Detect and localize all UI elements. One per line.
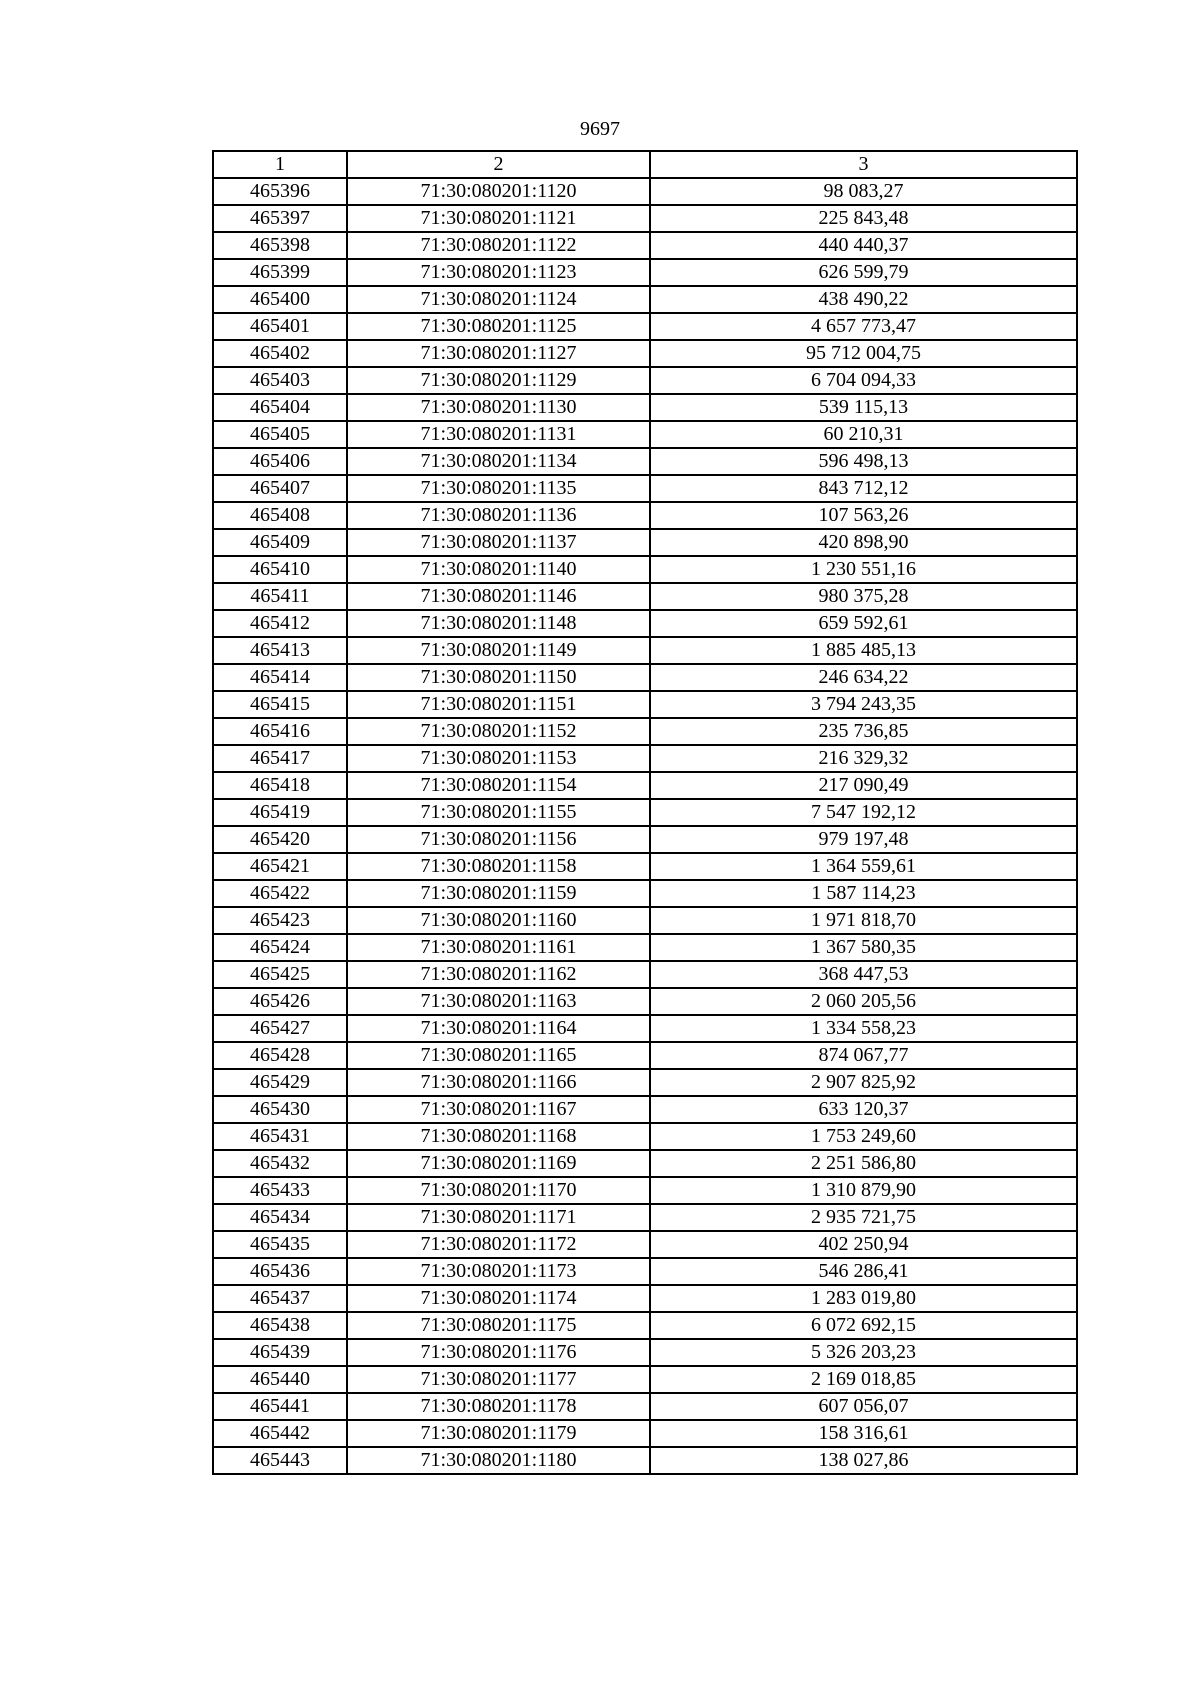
row-number-cell: 465414	[213, 664, 347, 691]
table-row	[213, 1312, 1077, 1339]
table-row	[213, 286, 1077, 313]
cadastral-number-cell: 71:30:080201:1153	[347, 745, 650, 772]
cadastral-number-cell: 71:30:080201:1120	[347, 178, 650, 205]
value-cell: 979 197,48	[650, 826, 1077, 853]
table-row	[213, 961, 1077, 988]
value-cell: 158 316,61	[650, 1420, 1077, 1447]
table-row	[213, 1069, 1077, 1096]
table-row	[213, 1177, 1077, 1204]
value-cell: 1 885 485,13	[650, 637, 1077, 664]
value-cell: 225 843,48	[650, 205, 1077, 232]
table-row	[213, 1204, 1077, 1231]
table-row	[213, 637, 1077, 664]
value-cell: 4 657 773,47	[650, 313, 1077, 340]
row-number-cell: 465422	[213, 880, 347, 907]
value-cell: 107 563,26	[650, 502, 1077, 529]
value-cell: 216 329,32	[650, 745, 1077, 772]
value-cell: 60 210,31	[650, 421, 1077, 448]
row-number-cell: 465403	[213, 367, 347, 394]
cadastral-number-cell: 71:30:080201:1170	[347, 1177, 650, 1204]
value-cell: 3 794 243,35	[650, 691, 1077, 718]
row-number-cell: 465424	[213, 934, 347, 961]
table-row	[213, 1447, 1077, 1474]
cadastral-number-cell: 71:30:080201:1174	[347, 1285, 650, 1312]
cadastral-number-cell: 71:30:080201:1169	[347, 1150, 650, 1177]
value-cell: 138 027,86	[650, 1447, 1077, 1474]
value-cell: 1 364 559,61	[650, 853, 1077, 880]
table-row	[213, 934, 1077, 961]
table-row	[213, 745, 1077, 772]
row-number-cell: 465428	[213, 1042, 347, 1069]
row-number-cell: 465416	[213, 718, 347, 745]
table-row	[213, 583, 1077, 610]
cadastral-number-cell: 71:30:080201:1154	[347, 772, 650, 799]
value-cell: 659 592,61	[650, 610, 1077, 637]
value-cell: 246 634,22	[650, 664, 1077, 691]
cadastral-number-cell: 71:30:080201:1176	[347, 1339, 650, 1366]
table-row	[213, 1096, 1077, 1123]
row-number-cell: 465429	[213, 1069, 347, 1096]
table-row	[213, 259, 1077, 286]
value-cell: 420 898,90	[650, 529, 1077, 556]
cadastral-number-cell: 71:30:080201:1149	[347, 637, 650, 664]
value-cell: 95 712 004,75	[650, 340, 1077, 367]
row-number-cell: 465441	[213, 1393, 347, 1420]
value-cell: 6 072 692,15	[650, 1312, 1077, 1339]
value-cell: 607 056,07	[650, 1393, 1077, 1420]
cadastral-number-cell: 71:30:080201:1124	[347, 286, 650, 313]
header-cell-3: 3	[650, 151, 1077, 178]
table-row	[213, 529, 1077, 556]
table-row	[213, 232, 1077, 259]
cadastral-number-cell: 71:30:080201:1134	[347, 448, 650, 475]
table-row	[213, 1393, 1077, 1420]
value-cell: 1 283 019,80	[650, 1285, 1077, 1312]
value-cell: 546 286,41	[650, 1258, 1077, 1285]
table-row	[213, 340, 1077, 367]
table-row	[213, 907, 1077, 934]
value-cell: 2 251 586,80	[650, 1150, 1077, 1177]
table-header-row	[213, 151, 1077, 178]
table-row	[213, 1015, 1077, 1042]
cadastral-number-cell: 71:30:080201:1159	[347, 880, 650, 907]
row-number-cell: 465415	[213, 691, 347, 718]
row-number-cell: 465413	[213, 637, 347, 664]
cadastral-number-cell: 71:30:080201:1163	[347, 988, 650, 1015]
row-number-cell: 465431	[213, 1123, 347, 1150]
page-number: 9697	[580, 118, 620, 140]
value-cell: 98 083,27	[650, 178, 1077, 205]
value-cell: 7 547 192,12	[650, 799, 1077, 826]
cadastral-number-cell: 71:30:080201:1178	[347, 1393, 650, 1420]
row-number-cell: 465436	[213, 1258, 347, 1285]
table-row	[213, 448, 1077, 475]
cadastral-number-cell: 71:30:080201:1140	[347, 556, 650, 583]
cadastral-number-cell: 71:30:080201:1125	[347, 313, 650, 340]
cadastral-number-cell: 71:30:080201:1168	[347, 1123, 650, 1150]
row-number-cell: 465423	[213, 907, 347, 934]
table-body	[213, 151, 1077, 1474]
table-row	[213, 367, 1077, 394]
table-row	[213, 1258, 1077, 1285]
cadastral-number-cell: 71:30:080201:1162	[347, 961, 650, 988]
table-row	[213, 610, 1077, 637]
row-number-cell: 465437	[213, 1285, 347, 1312]
cadastral-number-cell: 71:30:080201:1173	[347, 1258, 650, 1285]
row-number-cell: 465427	[213, 1015, 347, 1042]
table-row	[213, 313, 1077, 340]
row-number-cell: 465439	[213, 1339, 347, 1366]
table-row	[213, 1123, 1077, 1150]
value-cell: 1 367 580,35	[650, 934, 1077, 961]
cadastral-number-cell: 71:30:080201:1148	[347, 610, 650, 637]
table-row	[213, 502, 1077, 529]
row-number-cell: 465426	[213, 988, 347, 1015]
cadastral-number-cell: 71:30:080201:1164	[347, 1015, 650, 1042]
row-number-cell: 465410	[213, 556, 347, 583]
value-cell: 2 907 825,92	[650, 1069, 1077, 1096]
row-number-cell: 465405	[213, 421, 347, 448]
value-cell: 235 736,85	[650, 718, 1077, 745]
row-number-cell: 465419	[213, 799, 347, 826]
table-row	[213, 826, 1077, 853]
value-cell: 2 935 721,75	[650, 1204, 1077, 1231]
cadastral-number-cell: 71:30:080201:1127	[347, 340, 650, 367]
row-number-cell: 465433	[213, 1177, 347, 1204]
cadastral-number-cell: 71:30:080201:1167	[347, 1096, 650, 1123]
table-row	[213, 178, 1077, 205]
table-row	[213, 691, 1077, 718]
value-cell: 1 753 249,60	[650, 1123, 1077, 1150]
table-row	[213, 1231, 1077, 1258]
value-cell: 1 971 818,70	[650, 907, 1077, 934]
table-row	[213, 475, 1077, 502]
row-number-cell: 465443	[213, 1447, 347, 1474]
row-number-cell: 465440	[213, 1366, 347, 1393]
value-cell: 1 334 558,23	[650, 1015, 1077, 1042]
table-row	[213, 421, 1077, 448]
table-row	[213, 556, 1077, 583]
cadastral-number-cell: 71:30:080201:1122	[347, 232, 650, 259]
value-cell: 438 490,22	[650, 286, 1077, 313]
cadastral-number-cell: 71:30:080201:1137	[347, 529, 650, 556]
row-number-cell: 465435	[213, 1231, 347, 1258]
value-cell: 1 230 551,16	[650, 556, 1077, 583]
value-cell: 217 090,49	[650, 772, 1077, 799]
value-cell: 539 115,13	[650, 394, 1077, 421]
value-cell: 440 440,37	[650, 232, 1077, 259]
cadastral-number-cell: 71:30:080201:1131	[347, 421, 650, 448]
cadastral-number-cell: 71:30:080201:1123	[347, 259, 650, 286]
table-row	[213, 1285, 1077, 1312]
row-number-cell: 465396	[213, 178, 347, 205]
row-number-cell: 465420	[213, 826, 347, 853]
table-row	[213, 394, 1077, 421]
cadastral-number-cell: 71:30:080201:1177	[347, 1366, 650, 1393]
row-number-cell: 465421	[213, 853, 347, 880]
table-row	[213, 772, 1077, 799]
table-row	[213, 1420, 1077, 1447]
row-number-cell: 465434	[213, 1204, 347, 1231]
value-cell: 1 310 879,90	[650, 1177, 1077, 1204]
value-cell: 6 704 094,33	[650, 367, 1077, 394]
row-number-cell: 465417	[213, 745, 347, 772]
cadastral-number-cell: 71:30:080201:1161	[347, 934, 650, 961]
row-number-cell: 465399	[213, 259, 347, 286]
header-cell-2: 2	[347, 151, 650, 178]
value-cell: 2 060 205,56	[650, 988, 1077, 1015]
cadastral-number-cell: 71:30:080201:1156	[347, 826, 650, 853]
row-number-cell: 465430	[213, 1096, 347, 1123]
cadastral-number-cell: 71:30:080201:1155	[347, 799, 650, 826]
value-cell: 874 067,77	[650, 1042, 1077, 1069]
cadastral-number-cell: 71:30:080201:1146	[347, 583, 650, 610]
cadastral-number-cell: 71:30:080201:1165	[347, 1042, 650, 1069]
table-row	[213, 1150, 1077, 1177]
row-number-cell: 465407	[213, 475, 347, 502]
value-cell: 368 447,53	[650, 961, 1077, 988]
cadastral-number-cell: 71:30:080201:1171	[347, 1204, 650, 1231]
cadastral-number-cell: 71:30:080201:1175	[347, 1312, 650, 1339]
cadastral-number-cell: 71:30:080201:1130	[347, 394, 650, 421]
cadastral-number-cell: 71:30:080201:1121	[347, 205, 650, 232]
cadastral-number-cell: 71:30:080201:1129	[347, 367, 650, 394]
table-row	[213, 1042, 1077, 1069]
cadastral-number-cell: 71:30:080201:1136	[347, 502, 650, 529]
value-cell: 633 120,37	[650, 1096, 1077, 1123]
table-row	[213, 799, 1077, 826]
row-number-cell: 465406	[213, 448, 347, 475]
row-number-cell: 465409	[213, 529, 347, 556]
table-row	[213, 1366, 1077, 1393]
value-cell: 402 250,94	[650, 1231, 1077, 1258]
row-number-cell: 465411	[213, 583, 347, 610]
cadastral-number-cell: 71:30:080201:1152	[347, 718, 650, 745]
row-number-cell: 465408	[213, 502, 347, 529]
table-row	[213, 988, 1077, 1015]
registry-table	[212, 150, 1078, 1475]
value-cell: 2 169 018,85	[650, 1366, 1077, 1393]
table-row	[213, 853, 1077, 880]
cadastral-number-cell: 71:30:080201:1158	[347, 853, 650, 880]
row-number-cell: 465398	[213, 232, 347, 259]
row-number-cell: 465401	[213, 313, 347, 340]
cadastral-number-cell: 71:30:080201:1151	[347, 691, 650, 718]
value-cell: 980 375,28	[650, 583, 1077, 610]
cadastral-number-cell: 71:30:080201:1150	[347, 664, 650, 691]
value-cell: 596 498,13	[650, 448, 1077, 475]
cadastral-number-cell: 71:30:080201:1160	[347, 907, 650, 934]
row-number-cell: 465412	[213, 610, 347, 637]
row-number-cell: 465438	[213, 1312, 347, 1339]
row-number-cell: 465404	[213, 394, 347, 421]
value-cell: 1 587 114,23	[650, 880, 1077, 907]
value-cell: 843 712,12	[650, 475, 1077, 502]
value-cell: 626 599,79	[650, 259, 1077, 286]
cadastral-number-cell: 71:30:080201:1172	[347, 1231, 650, 1258]
cadastral-number-cell: 71:30:080201:1179	[347, 1420, 650, 1447]
table-row	[213, 664, 1077, 691]
cadastral-number-cell: 71:30:080201:1135	[347, 475, 650, 502]
value-cell: 5 326 203,23	[650, 1339, 1077, 1366]
row-number-cell: 465442	[213, 1420, 347, 1447]
row-number-cell: 465402	[213, 340, 347, 367]
cadastral-number-cell: 71:30:080201:1166	[347, 1069, 650, 1096]
row-number-cell: 465418	[213, 772, 347, 799]
table-row	[213, 205, 1077, 232]
cadastral-number-cell: 71:30:080201:1180	[347, 1447, 650, 1474]
header-cell-1: 1	[213, 151, 347, 178]
row-number-cell: 465432	[213, 1150, 347, 1177]
row-number-cell: 465425	[213, 961, 347, 988]
table-row	[213, 718, 1077, 745]
table-row	[213, 1339, 1077, 1366]
table-row	[213, 880, 1077, 907]
row-number-cell: 465400	[213, 286, 347, 313]
row-number-cell: 465397	[213, 205, 347, 232]
